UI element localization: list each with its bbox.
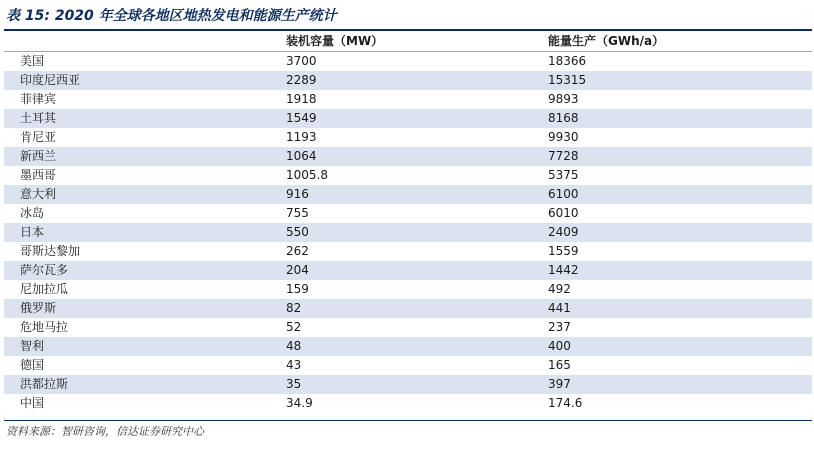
cell-energy-production: 165 [548,358,571,372]
cell-installed-capacity: 82 [286,301,302,315]
table-row [4,185,812,204]
cell-energy-production: 237 [548,320,571,334]
cell-region: 冰岛 [20,206,45,220]
table-row [4,242,812,261]
cell-region: 印度尼西亚 [20,73,81,87]
table-bottom-divider [4,420,812,421]
cell-region: 意大利 [20,187,57,201]
cell-installed-capacity: 916 [286,187,309,201]
cell-energy-production: 5375 [548,168,579,182]
cell-energy-production: 400 [548,339,571,353]
cell-energy-production: 1559 [548,244,579,258]
cell-region: 墨西哥 [20,168,57,182]
table-row [4,318,812,337]
cell-installed-capacity: 52 [286,320,302,334]
header-energy-production: 能量生产（GWh/a） [548,34,665,48]
cell-energy-production: 2409 [548,225,579,239]
cell-installed-capacity: 204 [286,263,309,277]
table-header-row [4,31,812,52]
data-table [4,31,812,413]
cell-energy-production: 15315 [548,73,587,87]
cell-energy-production: 1442 [548,263,579,277]
cell-energy-production: 9893 [548,92,579,106]
cell-energy-production: 441 [548,301,571,315]
table-row [4,375,812,394]
table-row [4,261,812,280]
cell-installed-capacity: 550 [286,225,309,239]
table-row [4,147,812,166]
cell-installed-capacity: 2289 [286,73,317,87]
cell-installed-capacity: 755 [286,206,309,220]
cell-installed-capacity: 1918 [286,92,317,106]
cell-region: 智利 [20,339,45,353]
cell-energy-production: 8168 [548,111,579,125]
table-row [4,204,812,223]
cell-installed-capacity: 35 [286,377,302,391]
cell-region: 危地马拉 [20,320,69,334]
table-row [4,52,812,71]
cell-installed-capacity: 1064 [286,149,317,163]
cell-region: 德国 [20,358,45,372]
table-row [4,166,812,185]
cell-region: 日本 [20,225,45,239]
cell-region: 肯尼亚 [20,130,57,144]
cell-region: 俄罗斯 [20,301,57,315]
table-row [4,356,812,375]
table-row [4,90,812,109]
source-note: 资料来源：智研咨询，信达证券研究中心 [6,425,204,438]
cell-installed-capacity: 3700 [286,54,317,68]
cell-energy-production: 397 [548,377,571,391]
cell-energy-production: 492 [548,282,571,296]
cell-region: 尼加拉瓜 [20,282,69,296]
cell-installed-capacity: 34.9 [286,396,313,410]
cell-region: 美国 [20,54,45,68]
cell-region: 萨尔瓦多 [20,263,69,277]
cell-installed-capacity: 262 [286,244,309,258]
cell-installed-capacity: 1005.8 [286,168,328,182]
table-row [4,128,812,147]
cell-energy-production: 18366 [548,54,587,68]
table-row [4,337,812,356]
table-row [4,299,812,318]
cell-energy-production: 7728 [548,149,579,163]
cell-energy-production: 6010 [548,206,579,220]
cell-energy-production: 6100 [548,187,579,201]
cell-region: 洪都拉斯 [20,377,69,391]
table-row [4,394,812,413]
cell-installed-capacity: 159 [286,282,309,296]
cell-energy-production: 174.6 [548,396,583,410]
cell-region: 中国 [20,396,45,410]
table-row [4,280,812,299]
cell-installed-capacity: 48 [286,339,302,353]
cell-installed-capacity: 1193 [286,130,317,144]
cell-region: 新西兰 [20,149,57,163]
cell-energy-production: 9930 [548,130,579,144]
table-caption: 表 15: 2020 年全球各地区地热发电和能源生产统计 [6,8,337,24]
cell-region: 哥斯达黎加 [20,244,81,258]
header-installed-capacity: 装机容量（MW） [286,34,384,48]
table-row [4,223,812,242]
table-row [4,71,812,90]
cell-region: 土耳其 [20,111,57,125]
cell-region: 菲律宾 [20,92,57,106]
cell-installed-capacity: 1549 [286,111,317,125]
cell-installed-capacity: 43 [286,358,302,372]
table-body [4,52,812,413]
table-row [4,109,812,128]
